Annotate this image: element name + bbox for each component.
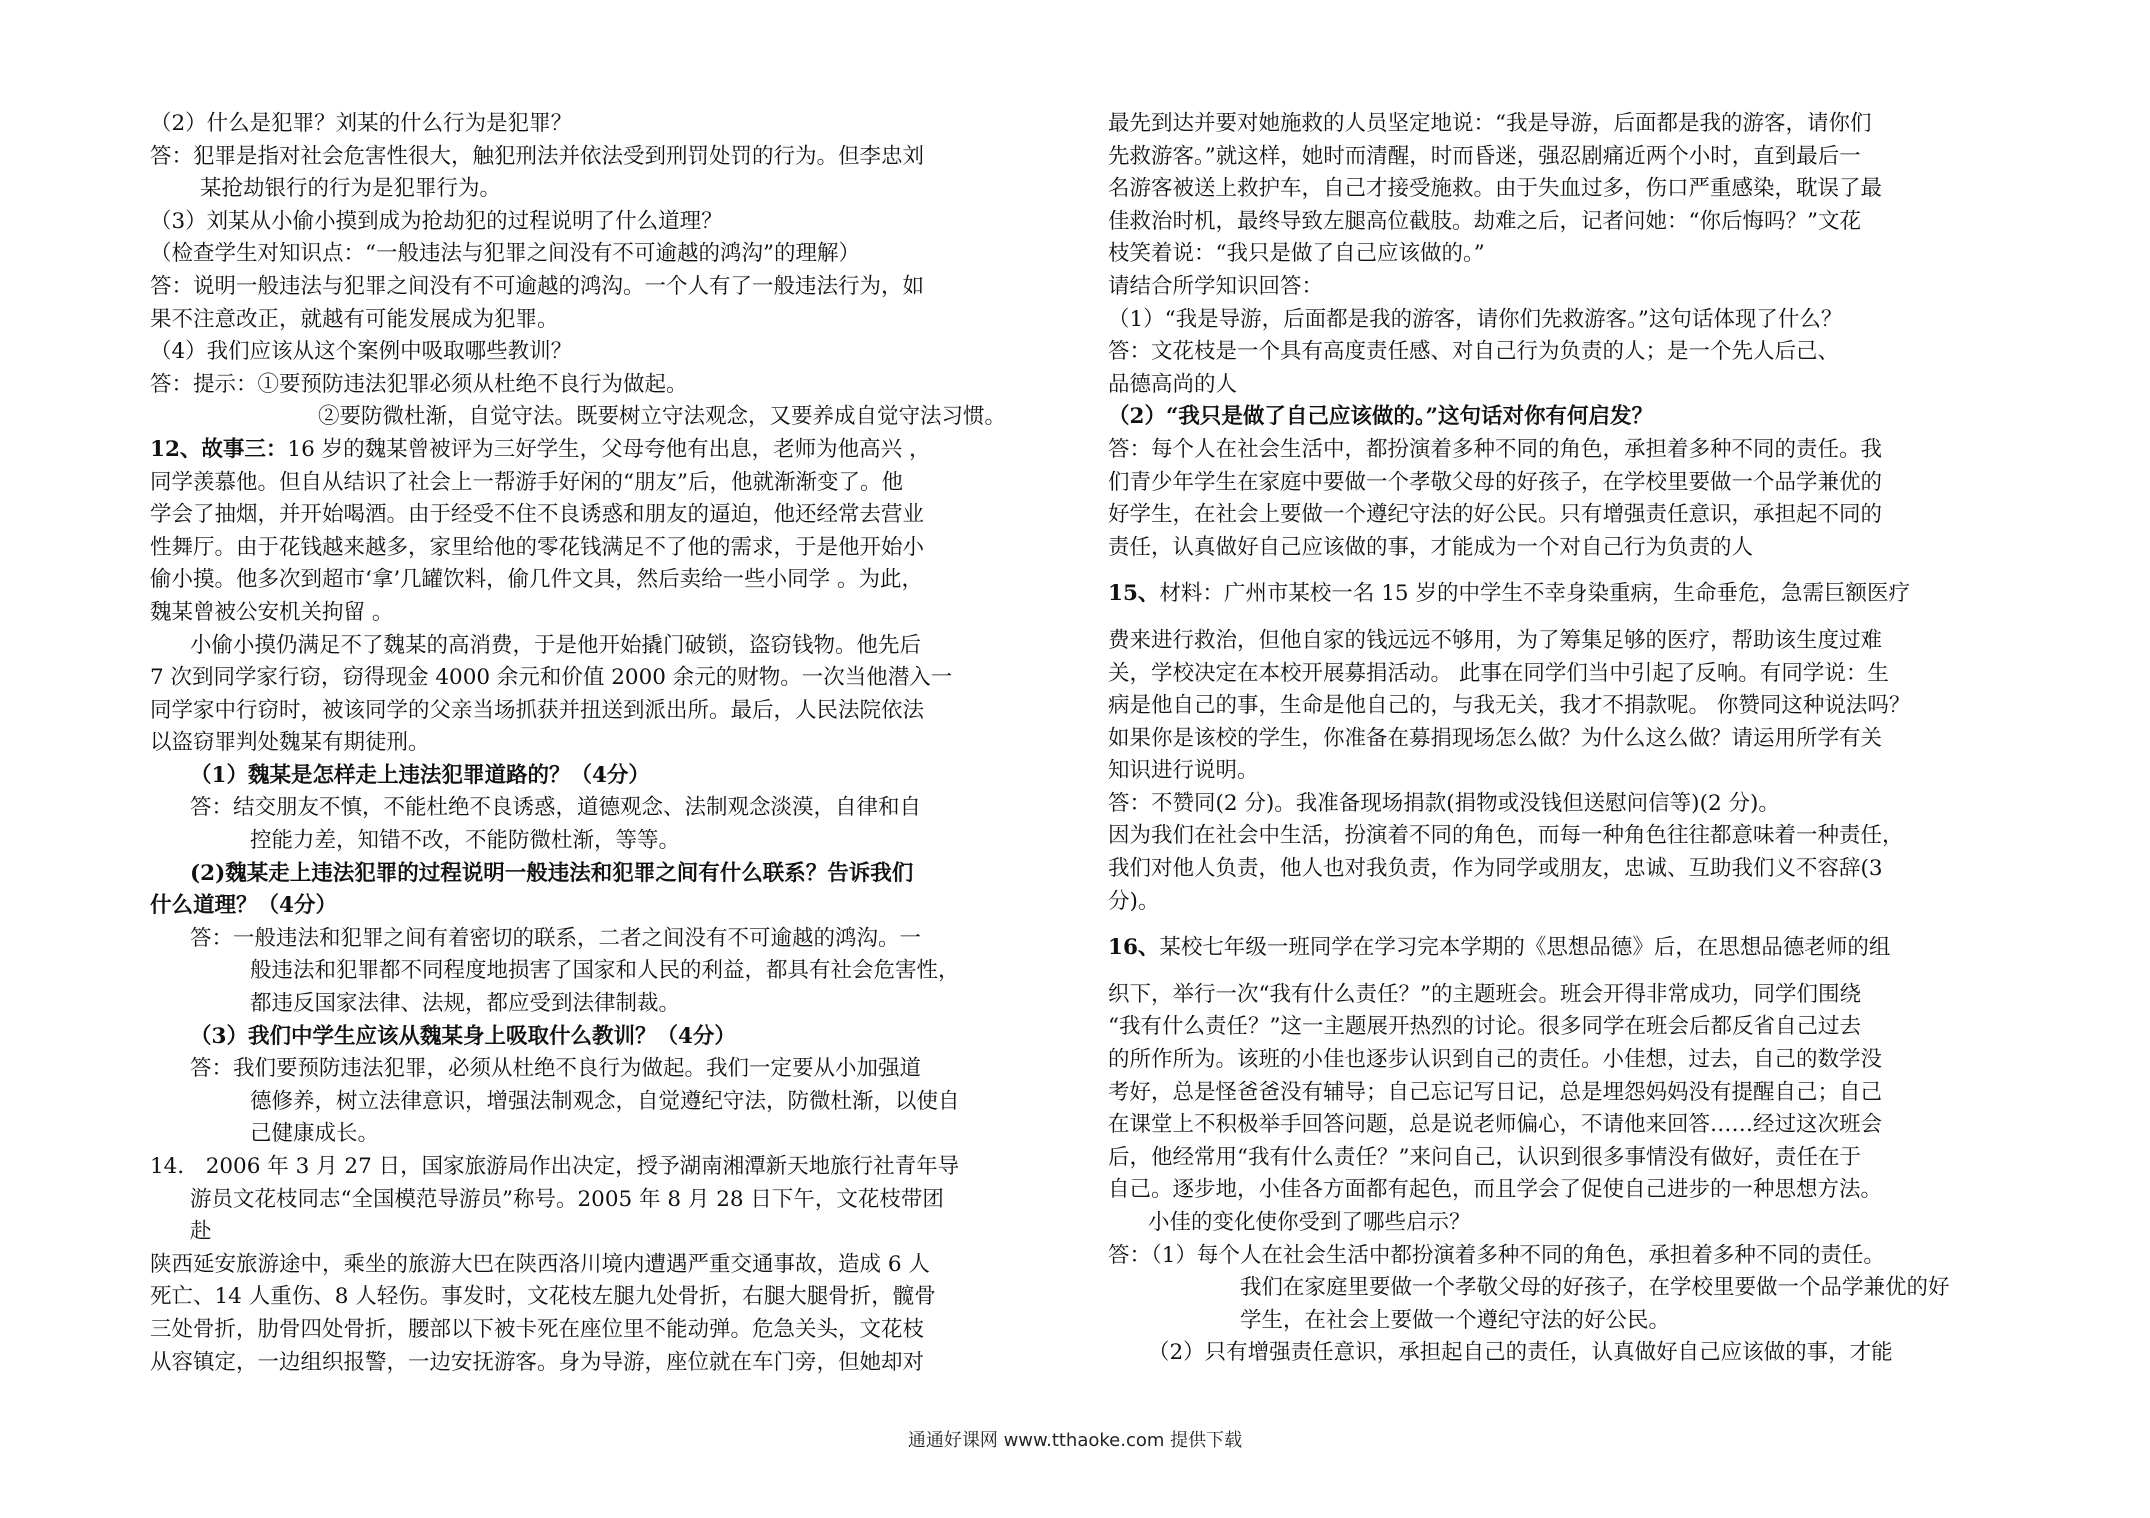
right-column-line: 知识进行说明。 — [1108, 758, 1259, 784]
right-column-line: 答：（1）每个人在社会生活中都扮演着多种不同的角色，承担着多种不同的责任。 — [1108, 1242, 1885, 1268]
question-number: 16、 — [1108, 935, 1160, 961]
right-column-line: 我们对他人负责，他人也对我负责，作为同学或朋友，忠诚、互助我们义不容辞(3 — [1108, 856, 1883, 882]
left-column-line: （4）我们应该从这个案例中吸取哪些教训？ — [150, 339, 573, 365]
left-column-line: 偷小摸。他多次到超市‘拿’几罐饮料，偷几件文具，然后卖给一些小同学 。为此， — [150, 567, 924, 593]
left-column-line: 都违反国家法律、法规，都应受到法律制裁。 — [250, 991, 681, 1017]
left-column-line: 同学羡慕他。但自从结识了社会上一帮游手好闲的“朋友”后，他就渐渐变了。他 — [150, 469, 903, 495]
right-column-line: 好学生，在社会上要做一个遵纪守法的好公民。只有增强责任意识，承担起不同的 — [1108, 502, 1883, 528]
right-column-line: （2）“我只是做了自己应该做的。”这句话对你有何启发？ — [1108, 404, 1653, 430]
left-column-line: 赴 — [190, 1219, 212, 1245]
right-column-line: 小佳的变化使你受到了哪些启示？ — [1148, 1210, 1471, 1235]
left-column-line: 小偷小摸仍满足不了魏某的高消费，于是他开始撬门破锁，盗窃钱物。他先后 — [190, 632, 922, 658]
left-column-line: 答：犯罪是指对社会危害性很大，触犯刑法并依法受到刑罚处罚的行为。但李忠刘 — [150, 143, 925, 169]
question-number: 12、故事三： — [150, 436, 288, 462]
right-column-line: 分)。 — [1108, 888, 1160, 914]
left-column-line: 德修养，树立法律意识，增强法制观念，自觉遵纪守法，防微杜渐，以使自 — [250, 1088, 960, 1114]
left-column-line: （2）什么是犯罪？刘某的什么行为是犯罪？ — [150, 111, 573, 136]
left-column-line: 游员文花枝同志“全国模范导游员”称号。2005 年 8 月 28 日下午，文花枝带团 — [190, 1186, 944, 1212]
left-column-line: 控能力差，知错不改，不能防微杜渐，等等。 — [250, 828, 681, 854]
right-column-line: 织下，举行一次“我有什么责任？”的主题班会。班会开得非常成功，同学们围绕 — [1108, 981, 1861, 1007]
left-column-line: 从容镇定，一边组织报警，一边安抚游客。身为导游，座位就在车门旁，但她却对 — [150, 1349, 925, 1375]
right-column-line: 自己。逐步地，小佳各方面都有起色，而且学会了促使自己进步的一种思想方法。 — [1108, 1177, 1883, 1203]
left-column-line: 12、故事三：16 岁的魏某曾被评为三好学生，父母夸他有出息，老师为他高兴 ， — [150, 436, 931, 462]
left-column-line: （3）我们中学生应该从魏某身上吸取什么教训？（4分） — [190, 1023, 736, 1049]
left-column-line: 答：提示：①要预防违法犯罪必须从杜绝不良行为做起。 — [150, 371, 688, 397]
left-column-line: 什么道理？（4分） — [150, 893, 337, 919]
right-column-line — [1108, 918, 2020, 932]
left-column-line: 果不注意改正，就越有可能发展成为犯罪。 — [150, 306, 559, 332]
page-footer: 通通好课网 www.tthaoke.com 提供下载 — [907, 1430, 1243, 1451]
left-column-line: 魏某曾被公安机关拘留 。 — [150, 599, 394, 625]
left-column-line: 答：我们要预防违法犯罪，必须从杜绝不良行为做起。我们一定要从小加强道 — [190, 1056, 922, 1082]
left-column-line: (2)魏某走上违法犯罪的过程说明一般违法和犯罪之间有什么联系？告诉我们 — [190, 860, 914, 886]
left-column-line: 三处骨折，肋骨四处骨折，腰部以下被卡死在座位里不能动弹。危急关头，文花枝 — [150, 1316, 925, 1342]
right-column-line: 学生，在社会上要做一个遵纪守法的好公民。 — [1240, 1307, 1671, 1333]
right-column-line: 16、某校七年级一班同学在学习完本学期的《思想品德》后，在思想品德老师的组 — [1108, 935, 1891, 961]
right-column-line: （2）只有增强责任意识，承担起自己的责任，认真做好自己应该做的事，才能 — [1148, 1340, 1893, 1366]
right-column-line: 最先到达并要对她施救的人员坚定地说：“我是导游，后面都是我的游客，请你们 — [1108, 111, 1872, 136]
right-column-line: 佳救治时机，最终导致左腿高位截肢。劫难之后，记者问她：“你后悔吗？”文花 — [1108, 208, 1861, 234]
right-column-line: 15、材料：广州市某校一名 15 岁的中学生不幸身染重病，生命垂危，急需巨额医疗 — [1108, 581, 1910, 607]
left-column-line: 某抢劫银行的行为是犯罪行为。 — [200, 176, 502, 202]
right-column-line: 责任，认真做好自己应该做的事，才能成为一个对自己行为负责的人 — [1108, 534, 1754, 560]
right-column-line — [1108, 611, 2020, 625]
right-column-line: 枝笑着说：“我只是做了自己应该做的。” — [1108, 241, 1485, 267]
right-column-line: 如果你是该校的学生，你准备在募捐现场怎么做？为什么这么做？请运用所学有关 — [1108, 725, 1883, 751]
question-number: 15、 — [1108, 581, 1160, 607]
left-column-line: 答：一般违法和犯罪之间有着密切的联系，二者之间没有不可逾越的鸿沟。一 — [190, 925, 922, 951]
right-column-line: 名游客被送上救护车，自己才接受施救。由于失血过多，伤口严重感染，耽误了最 — [1108, 176, 1883, 202]
right-column-line: “我有什么责任？”这一主题展开热烈的讨论。很多同学在班会后都反省自己过去 — [1108, 1014, 1861, 1040]
left-column-line: （检查学生对知识点：“一般违法与犯罪之间没有不可逾越的鸿沟”的理解） — [150, 241, 860, 267]
right-column-line: 我们在家庭里要做一个孝敬父母的好孩子，在学校里要做一个品学兼优的好 — [1240, 1275, 1950, 1301]
right-column-line: 病是他自己的事，生命是他自己的，与我无关，我才不捐款呢。 你赞同这种说法吗？ — [1108, 693, 1911, 719]
right-column-line: 答：不赞同(2 分)。我准备现场捐款(捐物或没钱但送慰问信等)(2 分)。 — [1108, 790, 1780, 816]
left-column-line: 般违法和犯罪都不同程度地损害了国家和人民的利益，都具有社会危害性， — [250, 958, 960, 984]
right-column-line — [1108, 564, 2020, 578]
right-column-line: 因为我们在社会中生活，扮演着不同的角色，而每一种角色往往都意味着一种责任， — [1108, 823, 1904, 849]
right-column-line: 答：每个人在社会生活中，都扮演着多种不同的角色，承担着多种不同的责任。我 — [1108, 436, 1883, 462]
left-column-line: 答：结交朋友不慎，不能杜绝不良诱惑，道德观念、法制观念淡漠，自律和自 — [190, 795, 922, 821]
right-column-line: 品德高尚的人 — [1108, 371, 1238, 397]
left-column-line: （3）刘某从小偷小摸到成为抢劫犯的过程说明了什么道理？ — [150, 208, 723, 234]
left-column-line: 14． 2006 年 3 月 27 日，国家旅游局作出决定，授予湖南湘潭新天地旅行社青年导 — [150, 1154, 960, 1179]
right-column-line: 在课堂上不积极举手回答问题，总是说老师偏心，不请他来回答……经过这次班会 — [1108, 1112, 1883, 1138]
left-column-line: 答：说明一般违法与犯罪之间没有不可逾越的鸿沟。一个人有了一般违法行为，如 — [150, 273, 925, 299]
left-column-line: 性舞厅。由于花钱越来越多，家里给他的零花钱满足不了他的需求，于是他开始小 — [150, 534, 925, 560]
right-column-line — [1108, 965, 2020, 979]
left-column-line: ②要防微杜渐，自觉守法。既要树立守法观念，又要养成自觉守法习惯。 — [318, 404, 1007, 430]
left-column-line: （1）魏某是怎样走上违法犯罪道路的？（4分） — [190, 762, 650, 788]
right-column-line: 们青少年学生在家庭中要做一个孝敬父母的好孩子，在学校里要做一个品学兼优的 — [1108, 469, 1883, 495]
left-column-line: 以盗窃罪判处魏某有期徒刑。 — [150, 730, 430, 756]
right-column-line: 先救游客。”就这样，她时而清醒，时而昏迷，强忍剧痛近两个小时，直到最后一 — [1108, 143, 1861, 169]
right-column-line: 请结合所学知识回答： — [1108, 273, 1324, 299]
left-column-line: 学会了抽烟，并开始喝酒。由于经受不住不良诱惑和朋友的逼迫，他还经常去营业 — [150, 502, 925, 528]
right-column-line: 答：文花枝是一个具有高度责任感、对自己行为负责的人；是一个先人后己、 — [1108, 339, 1840, 365]
right-column-line: （1）“我是导游，后面都是我的游客，请你们先救游客。”这句话体现了什么？ — [1108, 306, 1843, 332]
left-column — [150, 108, 1070, 1379]
right-column-line: 考好，总是怪爸爸没有辅导；自己忘记写日记，总是埋怨妈妈没有提醒自己；自己 — [1108, 1079, 1883, 1105]
right-column-line: 后，他经常用“我有什么责任？”来问自己，认识到很多事情没有做好，责任在于 — [1108, 1144, 1861, 1170]
right-column-line: 关，学校决定在本校开展募捐活动。 此事在同学们当中引起了反响。有同学说：生 — [1108, 660, 1889, 686]
left-column-line: 7 次到同学家行窃，窃得现金 4000 余元和价值 2000 余元的财物。一次当他潜入一 — [150, 665, 953, 691]
left-column-line: 死亡、14 人重伤、8 人轻伤。事发时，文花枝左腿九处骨折，右腿大腿骨折，髋骨 — [150, 1284, 936, 1310]
right-column-line: 的所作所为。该班的小佳也逐步认识到自己的责任。小佳想，过去，自己的数学没 — [1108, 1047, 1883, 1073]
left-column-line: 己健康成长。 — [250, 1121, 380, 1147]
right-column — [1108, 108, 2020, 1370]
right-column-line: 费来进行救治，但他自家的钱远远不够用，为了筹集足够的医疗，帮助该生度过难 — [1108, 627, 1883, 653]
left-column-line: 陕西延安旅游途中，乘坐的旅游大巴在陕西洛川境内遭遇严重交通事故，造成 6 人 — [150, 1251, 930, 1277]
left-column-line: 同学家中行窃时，被该同学的父亲当场抓获并扭送到派出所。最后，人民法院依法 — [150, 697, 925, 723]
